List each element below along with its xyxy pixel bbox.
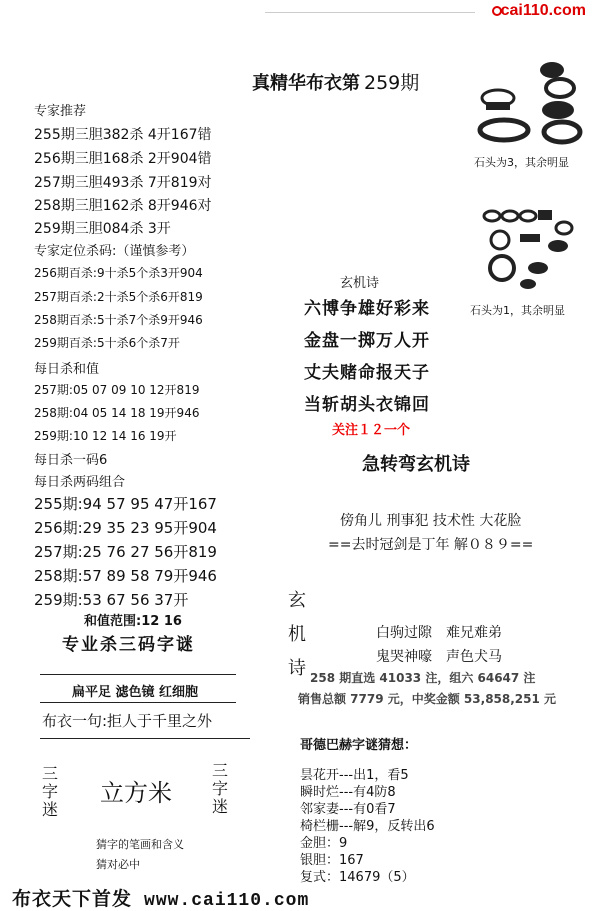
xuanji-heading: 玄机诗 xyxy=(340,276,380,291)
faded-header-line xyxy=(265,12,475,21)
sales-line: 258 期直选 41033 注，组六 64647 注 xyxy=(310,671,536,685)
page-title xyxy=(252,68,419,95)
daily-sum-line: 259期:10 12 14 16 19开 xyxy=(34,429,177,443)
xuanji2-line: 白驹过隙 难兄难弟 xyxy=(376,625,502,641)
follow-note: 关注１２一个 xyxy=(332,423,411,438)
footer xyxy=(12,884,309,911)
daily-sum-line: 257期:05 07 09 10 12开819 xyxy=(34,383,200,397)
expert-heading: 专家推荐 xyxy=(34,104,87,119)
position-kill-line: 258期百杀:5十杀7个杀9开946 xyxy=(34,313,203,327)
page-title-text: 真精华布衣第 xyxy=(252,73,360,94)
expert-line: 255期三胆382杀 4开167错 xyxy=(34,127,212,143)
two-code-heading: 每日杀两码组合 xyxy=(34,475,126,490)
position-kill-line: 259期百杀:5十杀6个杀7开 xyxy=(34,336,180,350)
footer-url[interactable]: www.cai110.com xyxy=(144,891,310,911)
footer-text: 布衣天下首发 xyxy=(12,888,133,910)
picture-stones-2 xyxy=(480,206,584,292)
two-code-line: 257期:25 76 27 56开819 xyxy=(34,543,217,561)
expert-line: 257期三胆493杀 7开819对 xyxy=(34,175,212,191)
sales-line: 销售总额 7779 元，中奖金额 53,858,251 元 xyxy=(298,692,557,706)
picture-stones-1 xyxy=(474,58,592,152)
turn-words: 傍角儿 刑事犯 技术性 大花脸 xyxy=(340,513,522,529)
expert-line: 258期三胆162杀 8开946对 xyxy=(34,198,212,214)
cloth-phrase: 布衣一句:拒人于千里之外 xyxy=(42,712,213,730)
turn-answer: ==去时冠剑是丁年 解０８９== xyxy=(328,537,534,553)
riddle-divider xyxy=(40,738,250,739)
riddle-words: 扁平足 滤色镜 红细胞 xyxy=(72,685,199,700)
riddle-right-label: 三字迷 xyxy=(212,761,229,816)
riddle-heading: 专业杀三码字谜 xyxy=(62,635,195,655)
turn-title: 急转弯玄机诗 xyxy=(362,454,470,475)
poem-line: 当斩胡头衣锦回 xyxy=(304,395,430,415)
riddle-divider xyxy=(40,674,236,675)
goethe-heading: 哥德巴赫字谜猜想： xyxy=(300,738,418,753)
goethe-line: 银胆：167 xyxy=(300,853,364,868)
two-code-line: 255期:94 57 95 47开167 xyxy=(34,495,217,513)
two-code-line: 256期:29 35 23 95开904 xyxy=(34,519,217,537)
goethe-line: 邻家妻---有0看7 xyxy=(300,802,396,817)
goethe-line: 椅栏栅---解9，反转出6 xyxy=(300,819,435,834)
poem-line: 丈夫赌命报天子 xyxy=(304,363,430,383)
xuanji2-line: 鬼哭神嚎 声色犬马 xyxy=(376,649,502,665)
xuanji2-char: 玄 xyxy=(288,590,306,611)
position-kill-heading: 专家定位杀码:（谨慎参考） xyxy=(34,244,195,259)
riddle-left-label: 三字迷 xyxy=(42,764,59,819)
page-title-issue: 259期 xyxy=(364,72,420,94)
picture-caption: 石头为3，其余明显 xyxy=(474,156,569,169)
expert-line: 259期三胆084杀 3开 xyxy=(34,221,171,237)
riddle-divider xyxy=(40,702,236,703)
picture-caption: 石头为1，其余明显 xyxy=(470,304,565,317)
xuanji2-char: 诗 xyxy=(288,658,306,679)
daily-sum-heading: 每日杀和值 xyxy=(34,362,100,377)
position-kill-line: 257期百杀:2十杀5个杀6开819 xyxy=(34,290,203,304)
goethe-line: 昙花开---出1，看5 xyxy=(300,768,409,783)
two-code-line: 259期:53 67 56 37开 xyxy=(34,591,189,609)
two-code-line: 258期:57 89 58 79开946 xyxy=(34,567,217,585)
position-kill-line: 256期百杀:9十杀5个杀3开904 xyxy=(34,266,203,280)
riddle-note: 猜对必中 xyxy=(96,858,140,871)
riddle-note: 猜字的笔画和含义 xyxy=(96,838,184,851)
poem-line: 金盘一掷万人开 xyxy=(304,331,430,351)
goethe-line: 瞬时烂---有4防8 xyxy=(300,785,396,800)
xuanji2-char: 机 xyxy=(288,624,306,645)
goethe-line: 金胆：9 xyxy=(300,836,348,851)
goethe-line: 复式：14679（5） xyxy=(300,870,415,885)
sum-range: 和值范围:12 16 xyxy=(84,614,182,629)
expert-line: 256期三胆168杀 2开904错 xyxy=(34,151,212,167)
daily-kill-one: 每日杀一码6 xyxy=(34,453,108,468)
poem-line: 六博争雄好彩来 xyxy=(304,299,430,319)
riddle-answer: 立方米 xyxy=(100,779,172,807)
daily-sum-line: 258期:04 05 14 18 19开946 xyxy=(34,406,200,420)
brand-name[interactable]: cai110.com xyxy=(500,2,586,19)
